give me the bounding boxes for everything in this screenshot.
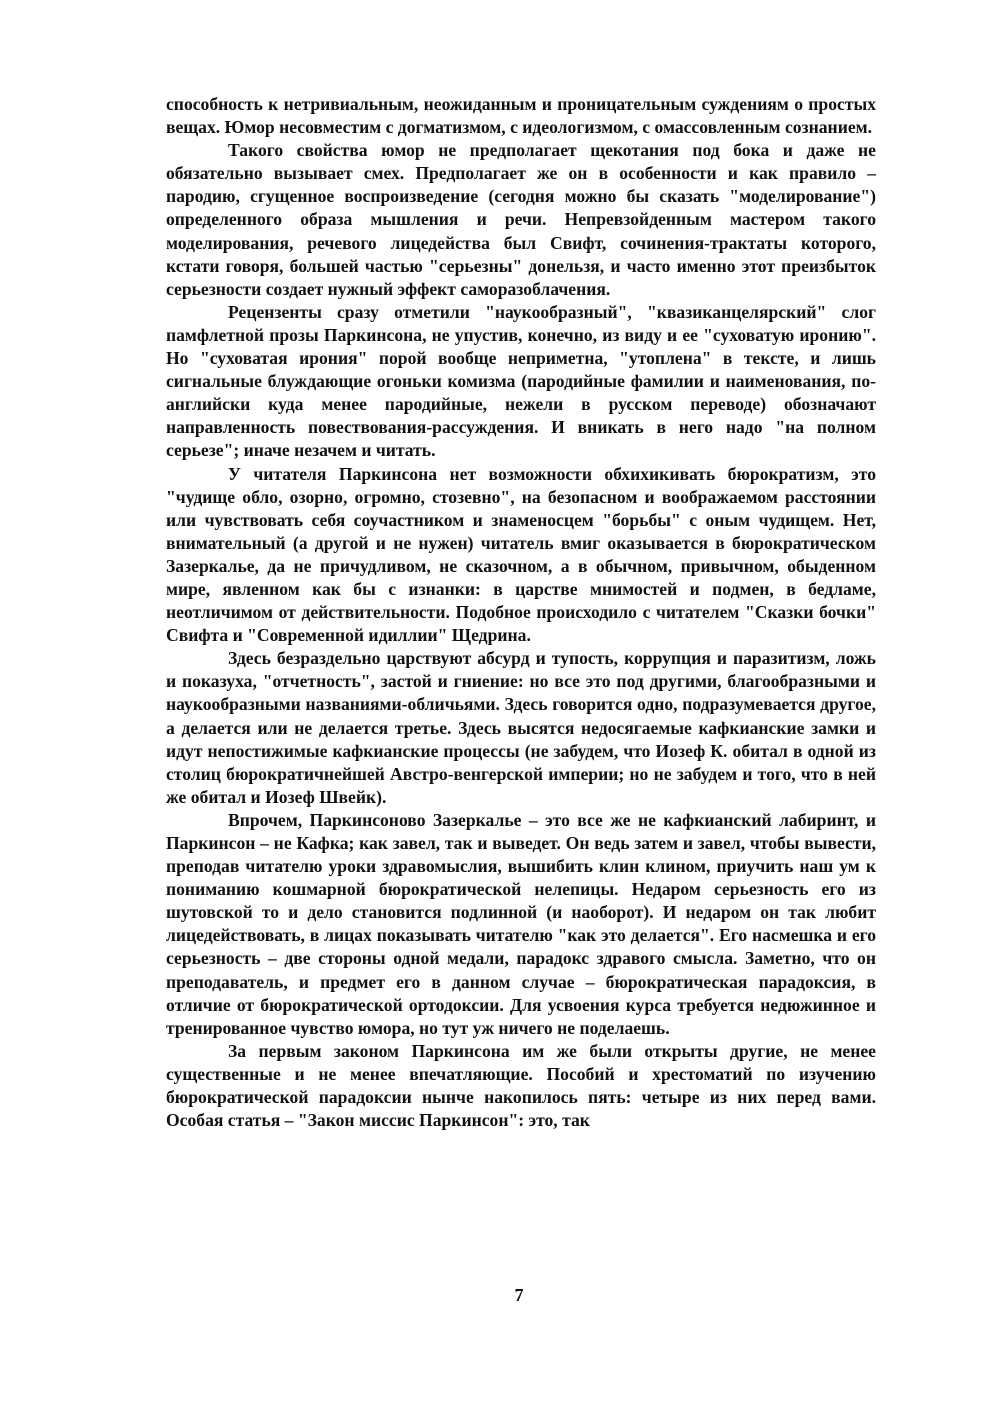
- paragraph-7: За первым законом Паркинсона им же были открыты другие, не менее существенные и не менее впечатляющие. Пособий и хрестоматий по изучению бюрократической парадоксии нынче накопилось пять: четыре из них перед вами. Особая статья – "Закон миссис Паркинсон": это, так: [166, 1040, 876, 1131]
- paragraph-1: способность к нетривиальным, неожиданным и проницательным суждениям о простых вещах. Юмор несовместим с догматизмом, с идеологизмом, с омассовленным сознанием.: [166, 94, 876, 138]
- paragraph-6: Впрочем, Паркинсоново Зазеркалье – это все же не кафкианский лабиринт, и Паркинсон – не Кафка; как завел, так и выведет. Он ведь затем и завел, чтобы вывести, преподав читателю уроки здравомыслия, вышибить клин клином, приучить наш ум к пониманию кошмарной бюрократической нелепицы. Недаром серьезность его из шутовской то и дело становится подлинной (и наоборот). И недаром он так любит лицедействовать, в лицах показывать читателю "как это делается". Его насмешка и его серьезность – две стороны одной медали, парадокс здравого смысла. Заметно, что он преподаватель, и предмет его в данном случае – бюрократическая парадоксия, в отличие от бюрократической ортодоксии. Для усвоения курса требуется недюжинное и тренированное чувство юмора, но тут уж ничего не поделаешь.: [166, 809, 876, 1038]
- body-text: [166, 93, 876, 1132]
- paragraph-5: Здесь безраздельно царствуют абсурд и тупость, коррупция и паразитизм, ложь и показуха, "отчетность", застой и гниение: но все это под другими, благообразными и наукообразными названиями-обличьями. Здесь говорится одно, подразумевается другое, а делается или не делается третье. Здесь высятся недосягаемые кафкианские замки и идут непостижимые кафкианские процессы (не забудем, что Иозеф К. обитал в одной из столиц бюрократичнейшей Австро-венгерской империи; но не забудем и того, что в ней же обитал и Иозеф Швейк).: [166, 648, 876, 807]
- paragraph-2: Такого свойства юмор не предполагает щекотания под бока и даже не обязательно вызывает смех. Предполагает же он в особенности и как правило – пародию, сгущенное воспроизведение (сегодня можно бы сказать "моделирование") определенного образа мышления и речи. Непревзойденным мастером такого моделирования, речевого лицедейства был Свифт, сочинения-трактаты которого, кстати говоря, большей частью "серьезны" донельзя, и часто именно этот преизбыток серьезности создает нужный эффект саморазоблачения.: [166, 140, 876, 299]
- paragraph-3: Рецензенты сразу отметили "наукообразный", "квазиканцелярский" слог памфлетной прозы Паркинсона, не упустив, конечно, из виду и ее "суховатую иронию". Но "суховатая ирония" порой вообще неприметна, "утоплена" в тексте, и лишь сигнальные блуждающие огоньки комизма (пародийные фамилии и наименования, по-английски куда менее пародийные, нежели в русском переводе) обозначают направленность повествования-рассуждения. И вникать в него надо "на полном серьезе"; иначе незачем и читать.: [166, 301, 876, 461]
- page-number: 7: [514, 1285, 524, 1305]
- paragraph-4: У читателя Паркинсона нет возможности обхихикивать бюрократизм, это "чудище обло, озорно, огромно, стозевно", на безопасном и воображаемом расстоянии или чувствовать себя соучастником и знаменосцем "борьбы" с оным чудищем. Нет, внимательный (а другой и не нужен) читатель вмиг оказывается в бюрократическом Зазеркалье, да не причудливом, не сказочном, а в обычном, привычном, обыденном мире, явленном как бы с изнанки: в царстве мнимостей и подмен, в бедламе, неотличимом от действительности. Подобное происходило с читателем "Сказки бочки" Свифта и "Современной идиллии" Щедрина.: [166, 463, 876, 646]
